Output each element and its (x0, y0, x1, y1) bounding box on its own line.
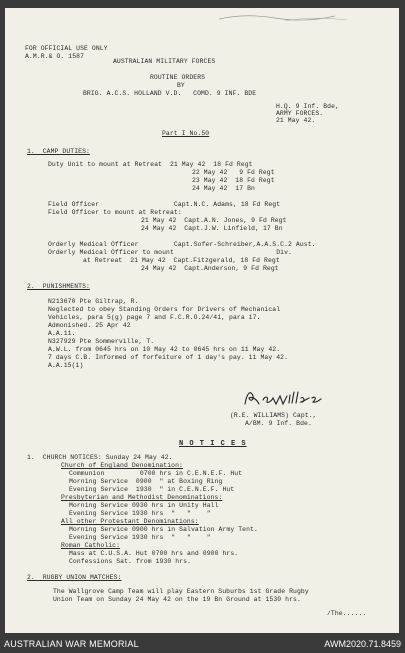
order-date: 21 May 42. (276, 117, 316, 124)
hq-line: H.Q. 9 Inf. Bde, (276, 103, 339, 110)
notice-line: Communion 0700 hrs in C.E.N.E.F. Hut (69, 470, 243, 477)
medical-officer-line: Orderly Medical Officer to mount Div. (48, 249, 292, 256)
field-officer-line: Field Officer Capt.N.C. Adams, 18 Fd Regt (48, 201, 281, 208)
notice-line: Morning Service 0900 " at Boxing Ring (69, 478, 223, 485)
notice-line: Mass at C.U.S.A. Hut 0700 hrs and 0900 hrs. (69, 550, 239, 557)
medical-officer-line: 24 May 42 Capt.Anderson, 9 Fd Regt (141, 265, 279, 272)
rugby-heading: 2. RUGBY UNION MATCHES: (27, 574, 122, 581)
duty-unit-line: 23 May 42 18 Fd Regt (192, 177, 275, 184)
punishment-line: A.W.L. from 0645 hrs on 10 May 42 to 0645 hrs on 11 May 42. (48, 346, 281, 353)
medical-officer-line: at Retreat 21 May 42 Capt.Fitzgerald, 18 Fd Regt (83, 257, 280, 264)
punishments-heading: 2. PUNISHMENTS: (27, 283, 90, 290)
commander-line: BRIG. A.C.S. HOLLAND V.D. COMD. 9 INF. BDE (83, 90, 257, 97)
top-scribble-mark (215, 10, 355, 24)
rugby-line: The Wallgrove Camp Team will play Eastern Suburbs 1st Grade Rugby (53, 588, 309, 595)
notice-line: Roman Catholic: (61, 542, 121, 549)
duty-unit-line: Duty Unit to mount at Retreat 21 May 42 18 Fd Regt (48, 161, 253, 168)
notice-line: All other Protestant Denominations: (61, 518, 199, 525)
official-use-label: FOR OFFICIAL USE ONLY (25, 45, 108, 52)
archive-id: AWM2020.71.8459 (324, 639, 401, 649)
notice-line: Church of England Denomination: (61, 462, 183, 469)
by-label: BY (177, 82, 185, 89)
punishment-line: Neglected to obey Standing Orders for Drivers of Mechanical (48, 306, 281, 313)
notices-heading: N O T I C E S (179, 440, 247, 448)
duty-unit-line: 24 May 42 17 Bn (192, 185, 255, 192)
punishment-line: A.A.11. (48, 330, 76, 337)
camp-duties-heading: 1. CAMP DUTIES: (27, 148, 90, 155)
signatory-title: A/BM. 9 Inf. Bde. (245, 420, 312, 427)
punishment-line: A.A.15(1) (48, 362, 84, 369)
church-notices-heading: 1. CHURCH NOTICES: Sunday 24 May 42. (27, 454, 173, 461)
part-number: Part I No.50 (162, 130, 210, 137)
notice-line: Confessions Sat. from 1930 hrs. (69, 558, 191, 565)
document-page (5, 8, 399, 633)
notice-line: Evening Service 1930 " in C.E.N.E.F. Hut (69, 486, 235, 493)
handwritten-signature (241, 386, 337, 410)
punishment-line: 7 days C.B. Informed of forfeiture of 1 day's pay. 11 May 42. (48, 354, 289, 361)
archive-footer (0, 637, 405, 653)
punishment-line: N327929 Pte Sommerville, T. (48, 338, 155, 345)
notice-line: Evening Service 1930 hrs " " " (69, 534, 211, 541)
archive-name: AUSTRALIAN WAR MEMORIAL (4, 639, 139, 649)
notice-line: Morning Service 0930 hrs in Unity Hall (69, 502, 219, 509)
field-officer-line: 21 May 42 Capt.A.N. Jones, 9 Fd Regt (141, 217, 287, 224)
forces-title: AUSTRALIAN MILITARY FORCES (113, 58, 216, 65)
amr-reference: A.M.R.& O. 1587 (25, 53, 85, 60)
punishment-line: Admonished. 25 Apr 42 (48, 322, 131, 329)
rugby-line: Union Team on Sunday 24 May 42 on the 19 Bn Ground at 1530 hrs. (53, 596, 301, 603)
signatory-name: (R.E. WILLIAMS) Capt., (230, 412, 317, 419)
notice-line: Morning Service 0900 hrs in Salvation Army Tent. (69, 526, 258, 533)
punishment-line: Vehicles, para 5(g) page 7 and F.C.R.O.24/41, para 17. (48, 314, 261, 321)
army-line: ARMY FORCES. (276, 110, 324, 117)
punishment-line: N213670 Pte Giltrap, R. (48, 298, 139, 305)
notice-line: Presbyterian and Methodist Denominations: (61, 494, 223, 501)
field-officer-line: 24 May 42 Capt.J.W. Linfield, 17 Bn (141, 225, 283, 232)
notice-line: Evening Service 1930 hrs " " " (69, 510, 211, 517)
duty-unit-line: 22 May 42 9 Fd Regt (192, 169, 275, 176)
routine-orders-title: ROUTINE ORDERS (150, 74, 206, 81)
continued-marker: /The...... (327, 610, 367, 617)
field-officer-line: Field Officer to mount at Retreat: (48, 209, 182, 216)
medical-officer-line: Orderly Medical Officer Capt.Sofer-Schreiber,A.A.S.C.2 Aust. (48, 241, 316, 248)
